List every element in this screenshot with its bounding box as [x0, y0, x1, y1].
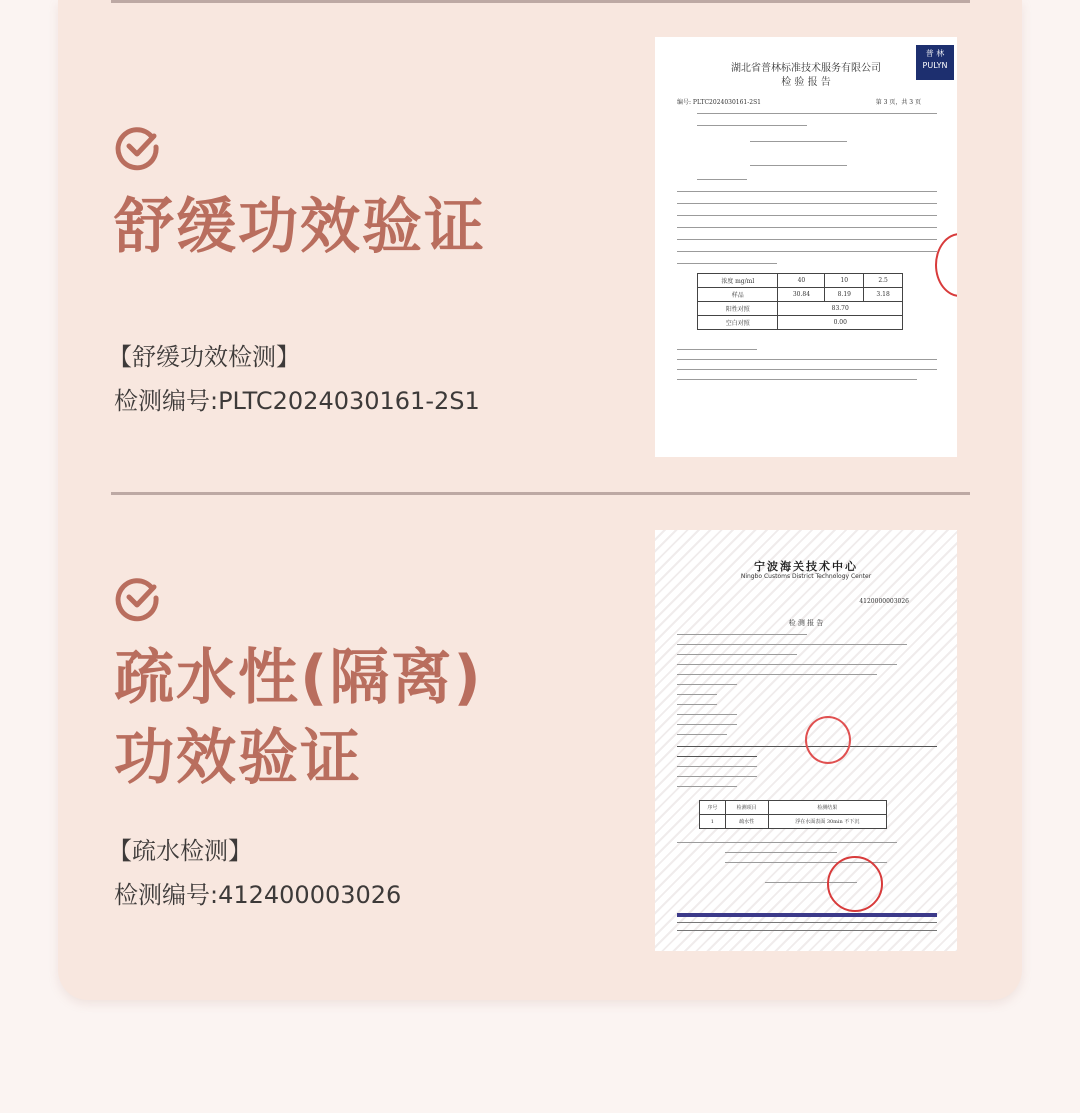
test-number: 检测编号:412400003026: [114, 881, 402, 909]
text-line: [677, 379, 917, 380]
text-line: [677, 704, 717, 705]
text-line: [677, 756, 757, 757]
report-title: 检 测 报 告: [788, 619, 824, 627]
text-line: [677, 359, 937, 360]
text-line: [677, 349, 757, 350]
text-line: [677, 369, 937, 370]
text-line: [677, 239, 937, 240]
test-report-image: [655, 530, 957, 951]
formula-line: [750, 141, 847, 142]
text-line: [677, 786, 737, 787]
text-line: [677, 634, 807, 635]
report-number: 4120000003026: [859, 598, 909, 605]
text-line: [697, 179, 747, 180]
text-line: [677, 684, 737, 685]
section-title: 舒缓功效验证: [114, 192, 486, 262]
pulyn-logo: 普 林 PULYN: [916, 45, 954, 80]
middle-divider: [111, 492, 970, 495]
test-number: 检测编号:PLTC2024030161-2S1: [114, 387, 480, 415]
report-title: 检 验 报 告: [781, 77, 831, 88]
formula-line: [750, 165, 847, 166]
footer-line: [677, 922, 937, 923]
check-circle-icon: [114, 574, 162, 622]
text-line: [677, 191, 937, 192]
text-line: [677, 654, 797, 655]
text-line: [677, 674, 877, 675]
red-seal: [827, 856, 883, 912]
text-line: [677, 203, 937, 204]
result-table: 浓度 mg/ml 40 10 2.5 样品 30.84 8.19 3.18 阳性对照 83.70 空白对照 0.00: [697, 273, 903, 330]
section-title: 疏水性(隔离) 功效验证: [114, 643, 483, 793]
report-center-english: Ningbo Customs District Technology Center: [740, 573, 872, 580]
text-line: [677, 227, 937, 228]
check-circle-icon: [114, 123, 162, 171]
text-line: [677, 215, 937, 216]
footer-line: [677, 930, 937, 931]
report-company: 湖北省普林标准技术服务有限公司: [731, 63, 881, 74]
report-center-name: 宁波海关技术中心: [754, 560, 858, 573]
text-line: [677, 734, 727, 735]
text-line: [677, 766, 757, 767]
text-line: [677, 714, 737, 715]
text-line: [725, 852, 837, 853]
footer-bar: [677, 913, 937, 917]
red-seal: [935, 233, 957, 297]
report-number: 编号: PLTC2024030161-2S1: [677, 99, 762, 106]
text-line: [677, 644, 907, 645]
section-subhead: 【疏水检测】: [108, 837, 252, 865]
top-divider: [111, 0, 970, 3]
text-line: [677, 251, 937, 252]
text-line: [677, 776, 757, 777]
text-line: [697, 113, 937, 114]
text-line: [677, 842, 897, 843]
section-subhead: 【舒缓功效检测】: [108, 343, 300, 371]
text-line: [677, 724, 737, 725]
text-line: [677, 694, 717, 695]
result-table: 序号 检测项目 检测结果 1 疏水性 浮在水面表面 30min 不下沉: [699, 800, 887, 829]
test-report-image: [655, 37, 957, 457]
text-line: [677, 664, 897, 665]
text-line: [697, 125, 807, 126]
report-page: 第 3 页，共 3 页: [875, 99, 921, 106]
red-seal: [805, 716, 851, 764]
text-line: [677, 263, 777, 264]
